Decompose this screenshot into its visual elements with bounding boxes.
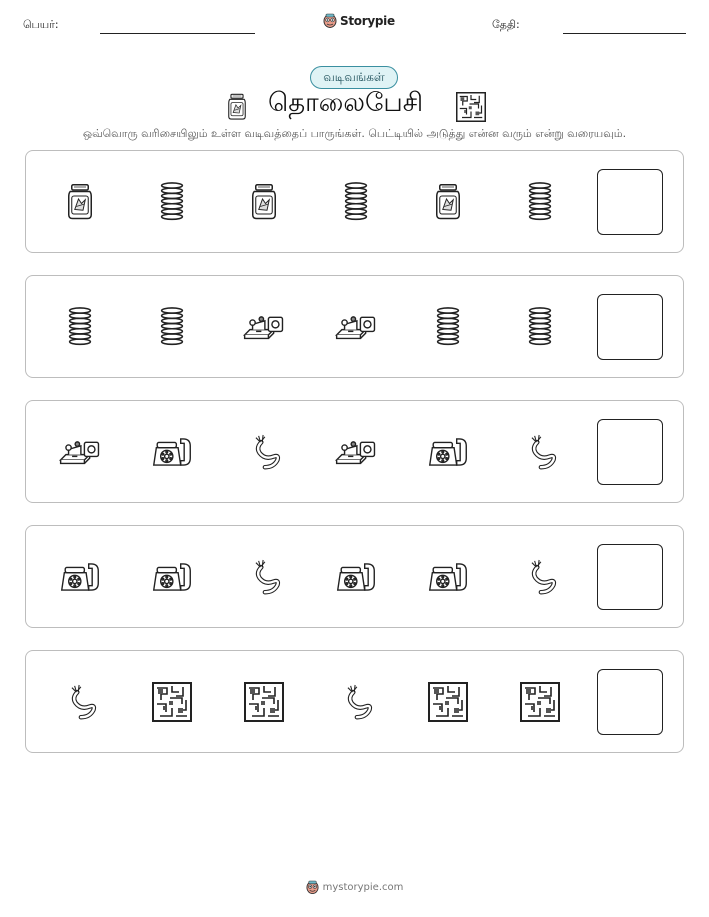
name-label: பெயர்:	[23, 18, 59, 31]
pattern-row-2	[25, 275, 684, 378]
answer-box[interactable]	[597, 544, 663, 610]
rotary-phone-icon	[147, 427, 197, 477]
date-label: தேதி:	[492, 18, 520, 31]
pattern-row-1	[25, 150, 684, 253]
cord-icon	[331, 677, 381, 727]
maze-tile-icon	[239, 677, 289, 727]
spring-icon	[331, 177, 381, 227]
spring-icon	[515, 177, 565, 227]
spring-icon	[55, 302, 105, 352]
brand-logo	[323, 13, 395, 29]
cord-icon	[239, 427, 289, 477]
jar-icon	[239, 177, 289, 227]
pattern-row-4	[25, 525, 684, 628]
brand-name: Storypie	[340, 14, 395, 28]
telegraph-icon	[331, 427, 381, 477]
cord-icon	[515, 427, 565, 477]
pattern-row-5	[25, 650, 684, 753]
spring-icon	[515, 302, 565, 352]
footer-url: mystorypie.com	[322, 882, 404, 893]
category-badge: வடிவங்கள்	[310, 66, 398, 89]
jar-icon	[423, 177, 473, 227]
rotary-phone-icon	[55, 552, 105, 602]
jar-icon	[55, 177, 105, 227]
cord-icon	[239, 552, 289, 602]
footer	[0, 880, 709, 895]
spring-icon	[423, 302, 473, 352]
rotary-phone-icon	[423, 552, 473, 602]
page-title: தொலைபேசி	[268, 88, 424, 118]
spring-icon	[147, 302, 197, 352]
cord-icon	[55, 677, 105, 727]
answer-box[interactable]	[597, 294, 663, 360]
answer-box[interactable]	[597, 169, 663, 235]
telegraph-icon	[239, 302, 289, 352]
storypie-mascot-icon	[306, 880, 319, 895]
storypie-mascot-icon	[323, 13, 337, 29]
title-row	[0, 88, 709, 124]
maze-tile-icon	[456, 92, 486, 122]
rotary-phone-icon	[331, 552, 381, 602]
pattern-row-3	[25, 400, 684, 503]
maze-tile-icon	[423, 677, 473, 727]
date-line[interactable]	[563, 33, 686, 34]
name-line[interactable]	[100, 33, 255, 34]
spring-icon	[147, 177, 197, 227]
jar-icon	[226, 92, 248, 122]
answer-box[interactable]	[597, 419, 663, 485]
rotary-phone-icon	[147, 552, 197, 602]
answer-box[interactable]	[597, 669, 663, 735]
telegraph-icon	[55, 427, 105, 477]
rotary-phone-icon	[423, 427, 473, 477]
maze-tile-icon	[515, 677, 565, 727]
instruction-text: ஒவ்வொரு வரிசையிலும் உள்ள வடிவத்தைப் பாருங்கள். பெட்டியில் அடுத்து என்ன வரும் என்று வரையவும்.	[82, 127, 627, 140]
telegraph-icon	[331, 302, 381, 352]
cord-icon	[515, 552, 565, 602]
maze-tile-icon	[147, 677, 197, 727]
